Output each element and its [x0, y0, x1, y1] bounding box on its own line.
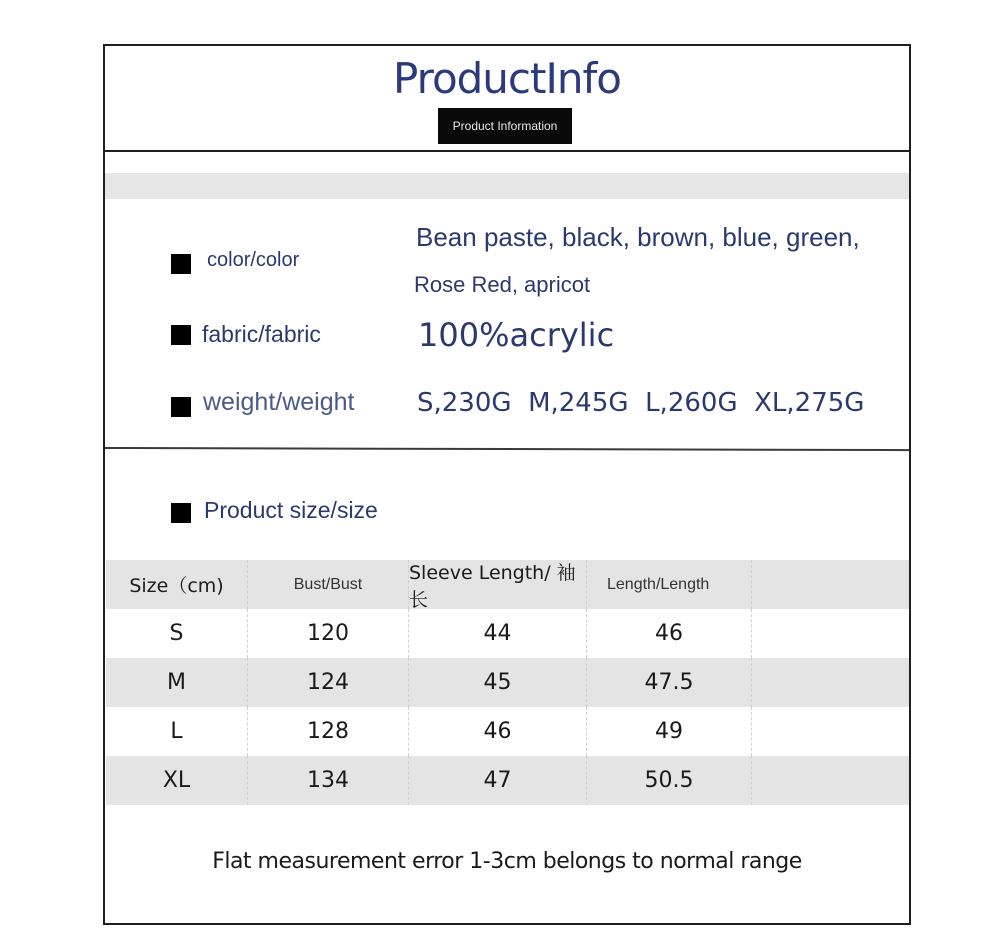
header-empty [752, 560, 909, 609]
weight-label: weight/weight [203, 388, 355, 416]
subtitle-badge: Product Information [438, 108, 572, 144]
table-row [106, 658, 909, 707]
cell-bust: 134 [248, 756, 409, 805]
color-value-line1: Bean paste, black, brown, blue, green, [416, 222, 860, 252]
cell-size: S [106, 609, 248, 658]
table-row [106, 707, 909, 756]
table-row [106, 609, 909, 658]
decorative-band [105, 173, 909, 199]
fabric-value: 100%acrylic [418, 316, 615, 354]
cell-empty [752, 658, 909, 707]
measurement-note: Flat measurement error 1-3cm belongs to normal range [212, 849, 802, 874]
cell-length: 47.5 [587, 658, 752, 707]
square-bullet-icon [171, 503, 191, 523]
cell-size: L [106, 707, 248, 756]
cell-size: M [106, 658, 248, 707]
cell-length: 50.5 [587, 756, 752, 805]
fabric-label: fabric/fabric [202, 321, 321, 347]
cell-empty [752, 707, 909, 756]
header-length: Length/Length [587, 560, 752, 609]
product-size-label: Product size/size [204, 497, 378, 523]
square-bullet-icon [171, 254, 191, 274]
color-value-line2: Rose Red, apricot [414, 272, 591, 297]
cell-length: 49 [587, 707, 752, 756]
cell-bust: 128 [248, 707, 409, 756]
table-row [106, 756, 909, 805]
cell-sleeve: 44 [409, 609, 587, 658]
page-title: ProductInfo [393, 54, 621, 103]
cell-bust: 124 [248, 658, 409, 707]
square-bullet-icon [171, 397, 191, 417]
header-size: Size（cm) [106, 560, 248, 609]
cell-sleeve: 46 [409, 707, 587, 756]
cell-bust: 120 [248, 609, 409, 658]
cell-empty [752, 756, 909, 805]
section-divider [105, 447, 909, 451]
weight-value: S,230G M,245G L,260G XL,275G [417, 388, 865, 418]
header [105, 46, 909, 152]
color-label: color/color [207, 249, 300, 271]
header-bust: Bust/Bust [248, 560, 409, 609]
header-sleeve-length: Sleeve Length/ 袖长 [409, 560, 587, 609]
square-bullet-icon [171, 325, 191, 345]
cell-sleeve: 47 [409, 756, 587, 805]
product-info-card [103, 44, 911, 925]
table-header-row [106, 560, 909, 609]
cell-sleeve: 45 [409, 658, 587, 707]
cell-size: XL [106, 756, 248, 805]
cell-length: 46 [587, 609, 752, 658]
cell-empty [752, 609, 909, 658]
